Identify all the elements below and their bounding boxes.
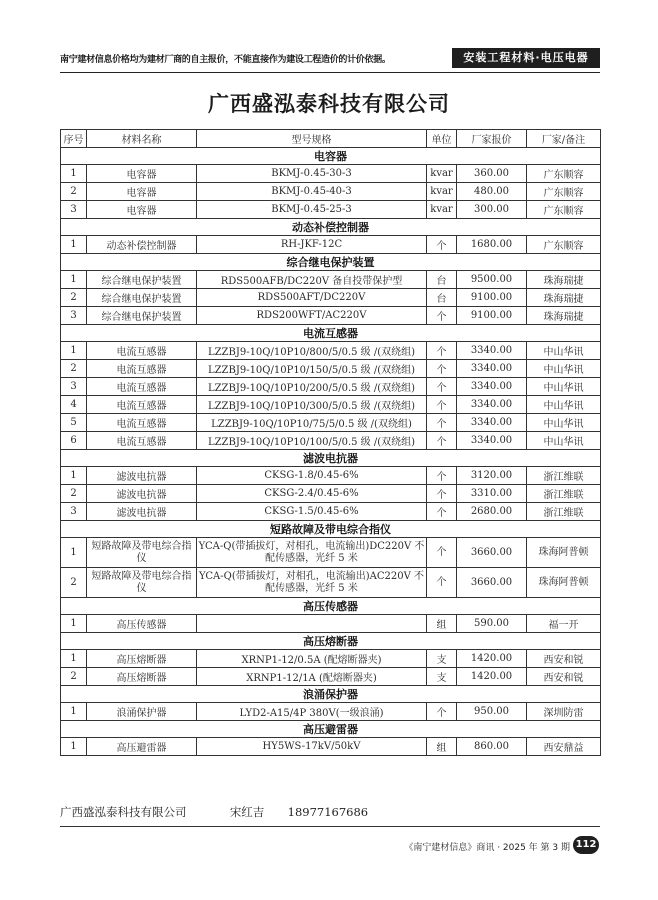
unit: 个 [427,396,457,414]
row-index: 1 [61,650,87,668]
price: 3660.00 [457,568,527,598]
category-row [61,325,601,342]
unit: 组 [427,615,457,633]
category-row [61,521,601,538]
model-spec: CKSG-2.4/0.45-6% [197,485,427,503]
table-row [61,485,601,503]
table-row [61,738,601,756]
manufacturer: 广东顺容 [527,201,601,219]
unit: 个 [427,236,457,254]
manufacturer: 西安和锐 [527,668,601,686]
manufacturer: 广东顺容 [527,165,601,183]
row-index: 3 [61,307,87,325]
model-spec: LZZBJ9-10Q/10P10/300/5/0.5 级 /(双绕组) [197,396,427,414]
row-index: 2 [61,183,87,201]
table-row [61,271,601,289]
column-header: 厂家报价 [457,130,527,148]
category-title: 综合继电保护装置 [61,254,601,271]
table-row [61,650,601,668]
material-name: 综合继电保护装置 [87,289,197,307]
column-header: 厂家/备注 [527,130,601,148]
unit: 个 [427,538,457,568]
category-title: 短路故障及带电综合指仪 [61,521,601,538]
table-row [61,307,601,325]
contact-phone: 18977167686 [287,805,369,819]
row-index: 2 [61,360,87,378]
material-name: 浪涌保护器 [87,703,197,721]
model-spec: BKMJ-0.45-30-3 [197,165,427,183]
contact-line [60,804,368,820]
manufacturer: 珠海阿普顿 [527,568,601,598]
row-index: 3 [61,503,87,521]
manufacturer: 西安和锐 [527,650,601,668]
table-row [61,236,601,254]
price: 300.00 [457,201,527,219]
manufacturer: 中山华讯 [527,342,601,360]
category-title: 高压传感器 [61,598,601,615]
manufacturer: 福一开 [527,615,601,633]
material-name: 电容器 [87,165,197,183]
row-index: 5 [61,414,87,432]
contact-name: 宋红吉 [229,805,265,819]
model-spec: YCA-Q(带插拔灯，对相孔，电流输出)AC220V 不配传感器，光纤 5 米 [197,568,427,598]
manufacturer: 中山华讯 [527,396,601,414]
model-spec: CKSG-1.5/0.45-6% [197,503,427,521]
price: 3660.00 [457,538,527,568]
price: 360.00 [457,165,527,183]
category-title: 动态补偿控制器 [61,219,601,236]
unit: 个 [427,568,457,598]
material-name: 高压熔断器 [87,650,197,668]
category-title: 电流互感器 [61,325,601,342]
category-row [61,598,601,615]
row-index: 2 [61,485,87,503]
manufacturer: 广东顺容 [527,183,601,201]
unit: 支 [427,650,457,668]
price: 9500.00 [457,271,527,289]
table-row [61,615,601,633]
category-row [61,633,601,650]
model-spec: LZZBJ9-10Q/10P10/100/5/0.5 级 /(双绕组) [197,432,427,450]
model-spec: LZZBJ9-10Q/10P10/200/5/0.5 级 /(双绕组) [197,378,427,396]
row-index: 1 [61,342,87,360]
material-name: 短路故障及带电综合指仪 [87,568,197,598]
manufacturer: 西安鼎益 [527,738,601,756]
section-tag: 安装工程材料·电压电器 [452,48,600,68]
unit: kvar [427,165,457,183]
table-row [61,289,601,307]
table-row [61,201,601,219]
material-name: 滤波电抗器 [87,503,197,521]
model-spec: CKSG-1.8/0.45-6% [197,467,427,485]
table-row [61,668,601,686]
table-row [61,503,601,521]
model-spec: RH-JKF-12C [197,236,427,254]
footer-company: 广西盛泓泰科技有限公司 [60,805,187,819]
material-name: 电流互感器 [87,414,197,432]
material-name: 高压熔断器 [87,668,197,686]
category-title: 滤波电抗器 [61,450,601,467]
model-spec: LZZBJ9-10Q/10P10/75/5/0.5 级 /(双绕组) [197,414,427,432]
category-row [61,721,601,738]
table-row [61,432,601,450]
row-index: 1 [61,271,87,289]
category-title: 高压熔断器 [61,633,601,650]
category-title: 高压避雷器 [61,721,601,738]
price: 590.00 [457,615,527,633]
header-divider [60,72,600,73]
price: 1420.00 [457,650,527,668]
price: 1420.00 [457,668,527,686]
unit: 个 [427,432,457,450]
unit: 台 [427,289,457,307]
footer-divider [60,826,600,827]
material-name: 电流互感器 [87,396,197,414]
disclaimer-note: 南宁建材信息价格均为建材厂商的自主报价，不能直接作为建设工程造价的计价依据。 [60,55,391,65]
material-name: 滤波电抗器 [87,467,197,485]
unit: 个 [427,378,457,396]
model-spec: XRNP1-12/0.5A (配熔断器夹) [197,650,427,668]
category-row [61,219,601,236]
material-name: 短路故障及带电综合指仪 [87,538,197,568]
unit: 个 [427,414,457,432]
material-name: 电容器 [87,201,197,219]
model-spec: RDS200WFT/AC220V [197,307,427,325]
row-index: 1 [61,165,87,183]
row-index: 3 [61,378,87,396]
model-spec: YCA-Q(带插拔灯，对相孔，电流输出)DC220V 不配传感器，光纤 5 米 [197,538,427,568]
table-row [61,396,601,414]
unit: 个 [427,467,457,485]
price: 9100.00 [457,289,527,307]
category-row [61,254,601,271]
category-row [61,686,601,703]
row-index: 2 [61,289,87,307]
price-table [60,129,601,756]
page-number: 112 [573,836,599,854]
price: 3340.00 [457,432,527,450]
unit: 个 [427,360,457,378]
unit: kvar [427,183,457,201]
price: 1680.00 [457,236,527,254]
category-row [61,450,601,467]
manufacturer: 中山华讯 [527,360,601,378]
column-header: 型号规格 [197,130,427,148]
material-name: 电流互感器 [87,378,197,396]
material-name: 高压避雷器 [87,738,197,756]
manufacturer: 浙江维联 [527,503,601,521]
material-name: 电容器 [87,183,197,201]
model-spec: BKMJ-0.45-40-3 [197,183,427,201]
price: 3340.00 [457,342,527,360]
category-title: 电容器 [61,148,601,165]
row-index: 3 [61,201,87,219]
model-spec [197,615,427,633]
column-header: 序号 [61,130,87,148]
category-title: 浪涌保护器 [61,686,601,703]
table-row [61,414,601,432]
unit: 个 [427,503,457,521]
price: 860.00 [457,738,527,756]
category-row [61,148,601,165]
price: 3120.00 [457,467,527,485]
table-row [61,183,601,201]
material-name: 电流互感器 [87,432,197,450]
row-index: 4 [61,396,87,414]
price: 3340.00 [457,414,527,432]
material-name: 高压传感器 [87,615,197,633]
price: 2680.00 [457,503,527,521]
unit: kvar [427,201,457,219]
table-body [61,148,601,756]
manufacturer: 中山华讯 [527,378,601,396]
model-spec: LZZBJ9-10Q/10P10/800/5/0.5 级 /(双绕组) [197,342,427,360]
manufacturer: 珠海瑞捷 [527,271,601,289]
row-index: 1 [61,738,87,756]
manufacturer: 珠海阿普顿 [527,538,601,568]
page-header [60,48,600,70]
material-name: 综合继电保护装置 [87,271,197,289]
row-index: 1 [61,615,87,633]
unit: 个 [427,703,457,721]
row-index: 2 [61,668,87,686]
model-spec: HY5WS-17kV/50kV [197,738,427,756]
price: 3340.00 [457,378,527,396]
material-name: 综合继电保护装置 [87,307,197,325]
table-row [61,703,601,721]
column-header: 单位 [427,130,457,148]
unit: 支 [427,668,457,686]
unit: 个 [427,307,457,325]
model-spec: LYD2-A15/4P 380V(一级浪涌) [197,703,427,721]
manufacturer: 中山华讯 [527,414,601,432]
manufacturer: 广东顺容 [527,236,601,254]
unit: 个 [427,342,457,360]
table-row [61,467,601,485]
manufacturer: 珠海瑞捷 [527,307,601,325]
table-row [61,538,601,568]
manufacturer: 中山华讯 [527,432,601,450]
manufacturer: 珠海瑞捷 [527,289,601,307]
manufacturer: 浙江维联 [527,485,601,503]
model-spec: XRNP1-12/1A (配熔断器夹) [197,668,427,686]
row-index: 6 [61,432,87,450]
table-row [61,378,601,396]
table-row [61,568,601,598]
material-name: 动态补偿控制器 [87,236,197,254]
price: 950.00 [457,703,527,721]
price: 480.00 [457,183,527,201]
price: 3340.00 [457,396,527,414]
material-name: 电流互感器 [87,360,197,378]
material-name: 电流互感器 [87,342,197,360]
row-index: 2 [61,568,87,598]
material-name: 滤波电抗器 [87,485,197,503]
unit: 组 [427,738,457,756]
price: 3310.00 [457,485,527,503]
model-spec: RDS500AFT/DC220V [197,289,427,307]
price: 3340.00 [457,360,527,378]
table-row [61,165,601,183]
table-row [61,360,601,378]
model-spec: BKMJ-0.45-25-3 [197,201,427,219]
model-spec: LZZBJ9-10Q/10P10/150/5/0.5 级 /(双绕组) [197,360,427,378]
manufacturer: 深圳防雷 [527,703,601,721]
unit: 个 [427,485,457,503]
journal-info: 《南宁建材信息》商讯 · 2025 年 第 3 期 [404,843,570,853]
company-title: 广西盛泓泰科技有限公司 [208,91,450,116]
row-index: 1 [61,236,87,254]
column-header: 材料名称 [87,130,197,148]
unit: 台 [427,271,457,289]
row-index: 1 [61,703,87,721]
row-index: 1 [61,538,87,568]
price: 9100.00 [457,307,527,325]
model-spec: RDS500AFB/DC220V 备自投带保护型 [197,271,427,289]
table-header-row [61,130,601,148]
manufacturer: 浙江维联 [527,467,601,485]
row-index: 1 [61,467,87,485]
table-row [61,342,601,360]
